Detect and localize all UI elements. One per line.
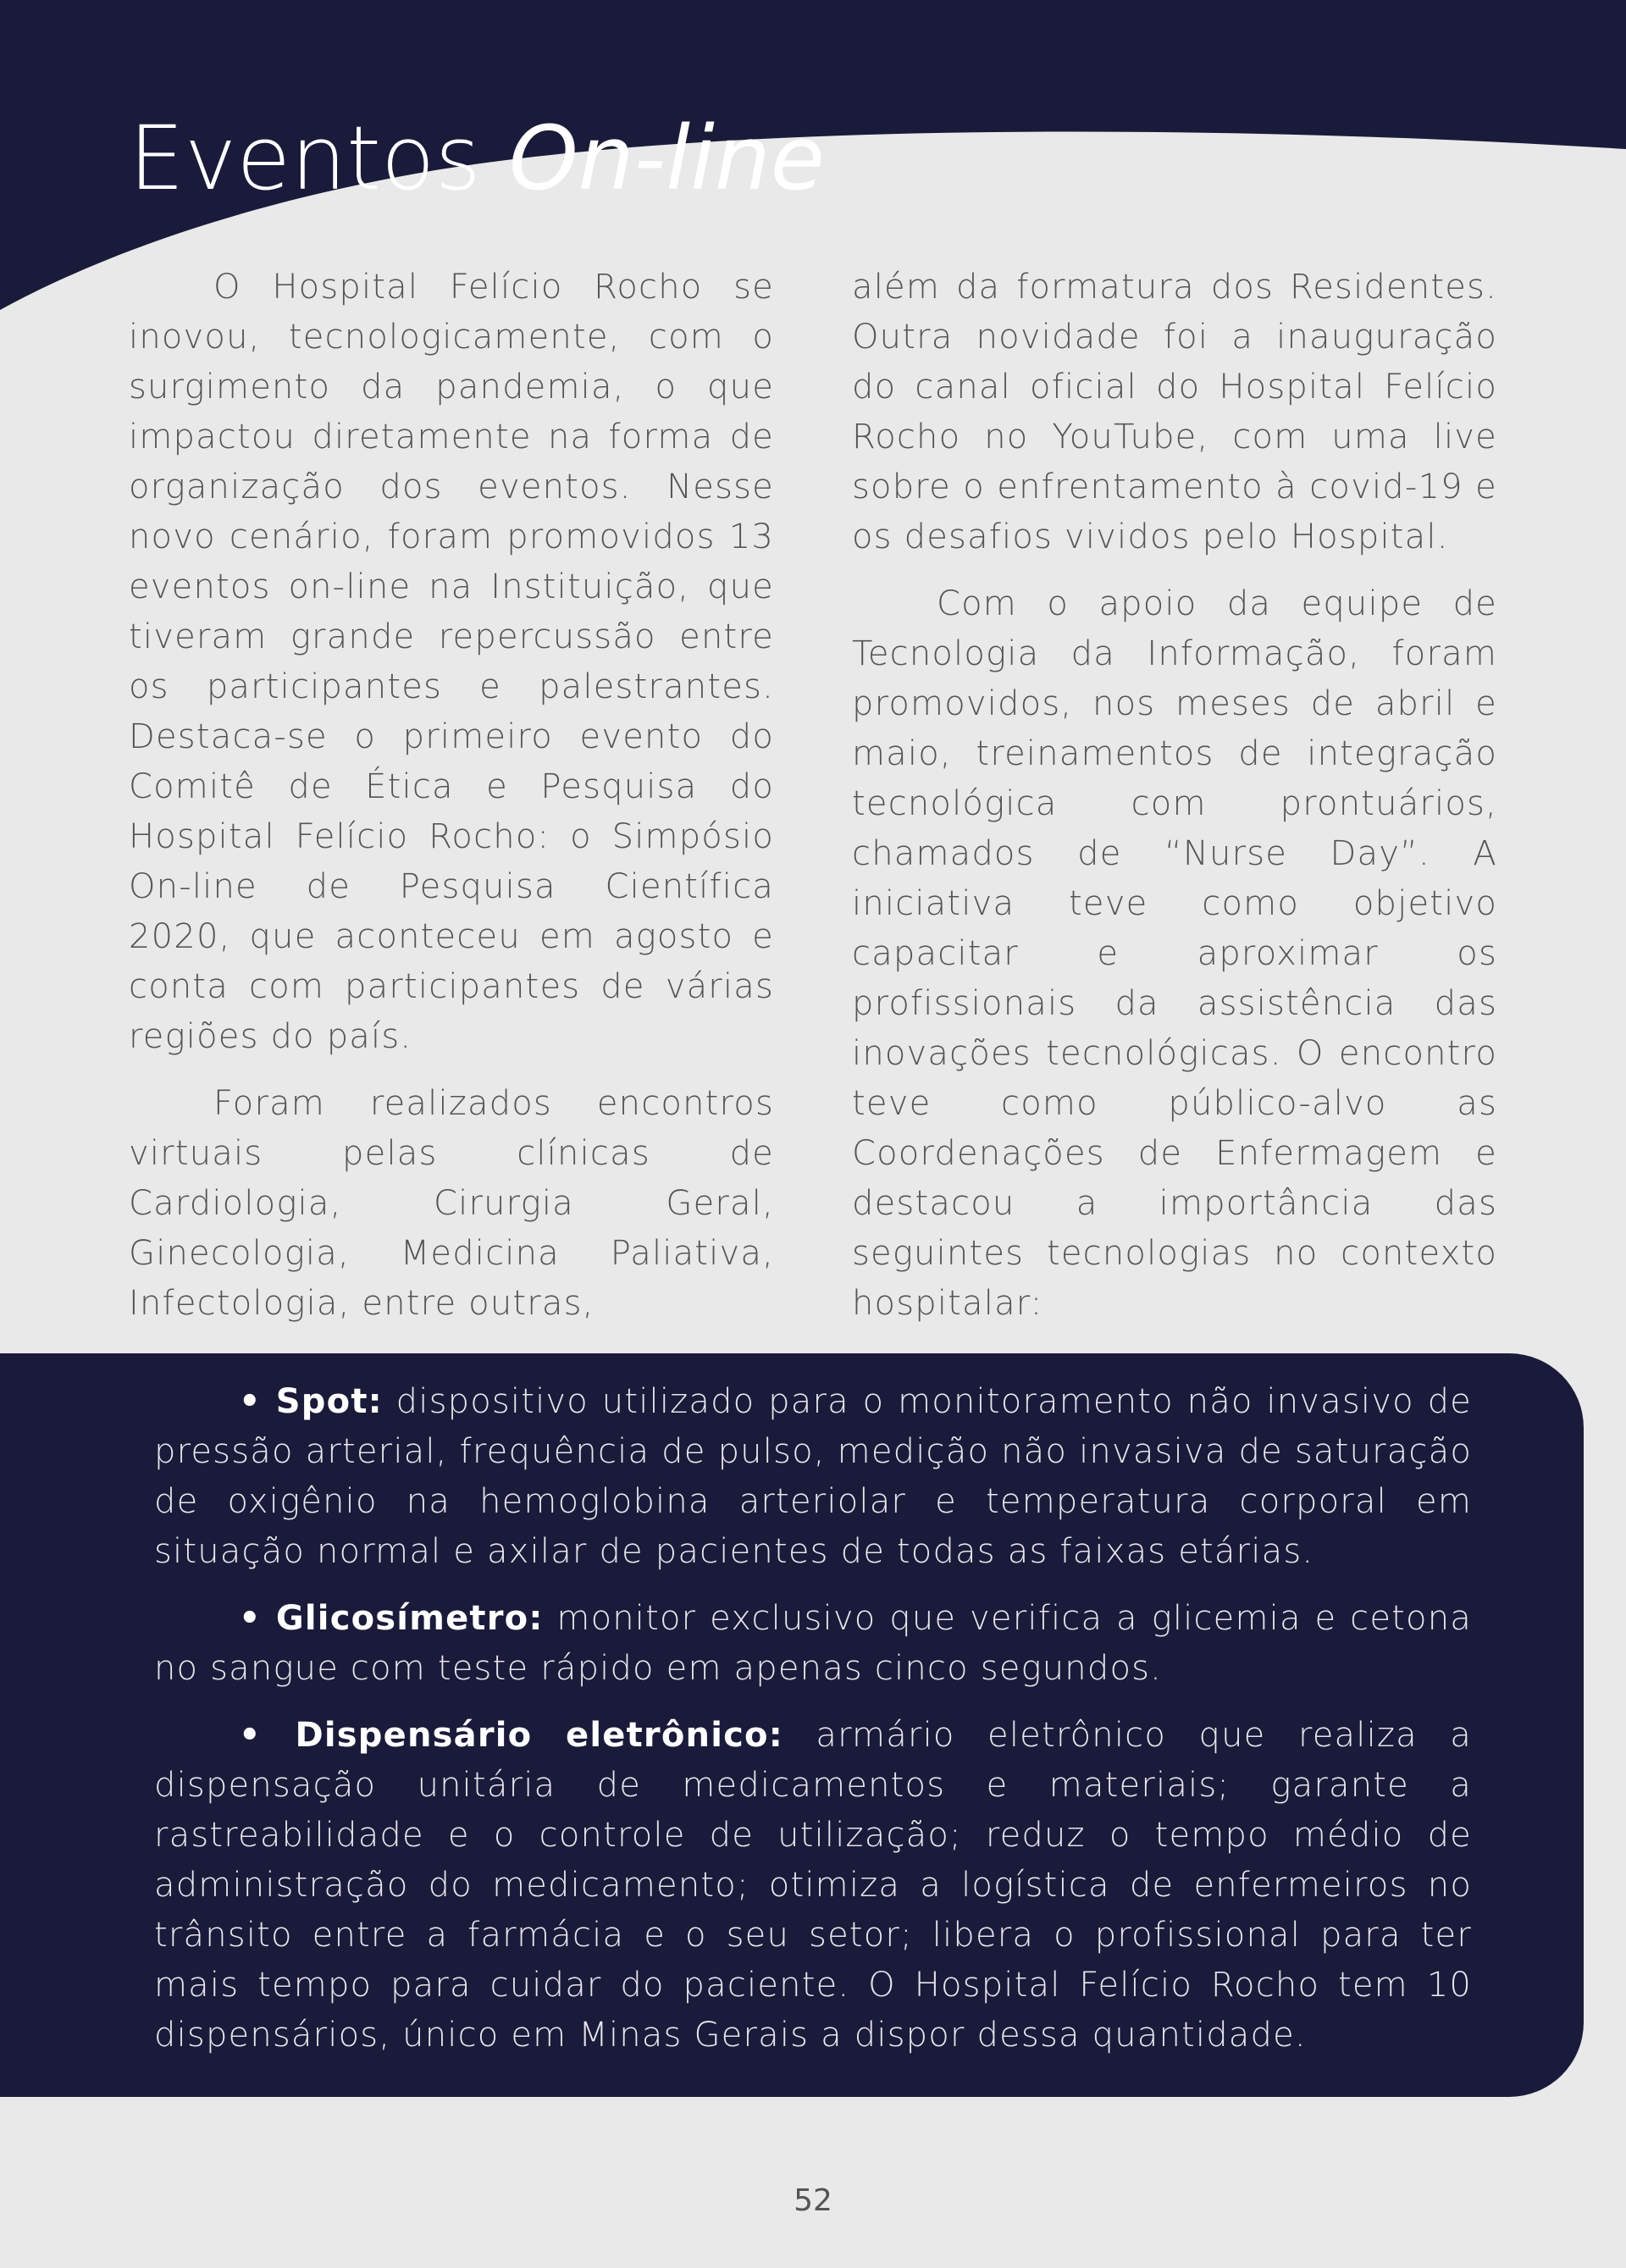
technology-term: • Dispensário eletrônico: <box>239 1716 783 1755</box>
article-columns <box>129 263 1497 1346</box>
paragraph: Com o apoio da equipe de Tecnologia da Informação, foram promovidos, nos meses de abril e maio, treinamentos de integração tecnológica com prontuários, chamados de “Nurse Day”. A iniciativa teve como objetivo capacitar e aproximar os profissionais da assistência das inovações tecnológicas. O encontro teve como público-alvo as Coordenações de Enfermagem e destacou a importância das seguintes tecnologias no contexto hospitalar: <box>852 584 1497 1323</box>
technologies-box <box>0 1353 1584 2097</box>
title-regular: Eventos <box>129 107 509 210</box>
page-number: 52 <box>794 2183 832 2218</box>
technology-term: • Glicosímetro: <box>239 1599 544 1638</box>
technologies-list <box>154 1377 1472 2077</box>
title-italic: On-line <box>508 107 825 210</box>
left-column <box>129 263 774 1346</box>
paragraph: Foram realizados encontros virtuais pelas clínicas de Cardiologia, Cirurgia Geral, Ginecologia, Medicina Paliativa, Infectologia, entre outras, <box>129 1084 774 1323</box>
paragraph: O Hospital Felício Rocho se inovou, tecnologicamente, com o surgimento da pandemia, o que impactou diretamente na forma de organização dos eventos. Nesse novo cenário, foram promovidos 13 eventos on-line na Instituição, que tiveram grande repercussão entre os participantes e palestrantes. Destaca-se o primeiro evento do Comitê de Ética e Pesquisa do Hospital Felício Rocho: o Simpósio On-line de Pesquisa Científica 2020, que aconteceu em agosto e conta com participantes de várias regiões do país. <box>129 268 774 1056</box>
paragraph: além da formatura dos Residentes. Outra novidade foi a inauguração do canal oficial do Hospital Felício Rocho no YouTube, com uma live sobre o enfrentamento à covid-19 e os desafios vividos pelo Hospital. <box>852 268 1497 556</box>
page-title <box>129 108 825 210</box>
technology-item <box>154 1711 1472 2061</box>
technology-description: armário eletrônico que realiza a dispensação unitária de medicamentos e materiais; garante a rastreabilidade e o controle de utilização; reduz o tempo médio de administração do medicamento; otimiza a logística de enfermeiros no trânsito entre a farmácia e o seu setor; libera o profissional para ter mais tempo para cuidar do paciente. O Hospital Felício Rocho tem 10 dispensários, único em Minas Gerais a dispor dessa quantidade. <box>154 1716 1472 2055</box>
technology-item <box>154 1594 1472 1694</box>
right-column <box>852 263 1497 1346</box>
technology-description: monitor exclusivo que verifica a glicemia e cetona no sangue com teste rápido em apenas cinco segundos. <box>154 1599 1472 1688</box>
technology-term: • Spot: <box>239 1382 383 1421</box>
technology-item <box>154 1377 1472 1577</box>
technology-description: dispositivo utilizado para o monitoramento não invasivo de pressão arterial, frequência de pulso, medição não invasiva de saturação de oxigênio na hemoglobina arteriolar e temperatura corporal em situação normal e axilar de pacientes de todas as faixas etárias. <box>154 1382 1472 1571</box>
